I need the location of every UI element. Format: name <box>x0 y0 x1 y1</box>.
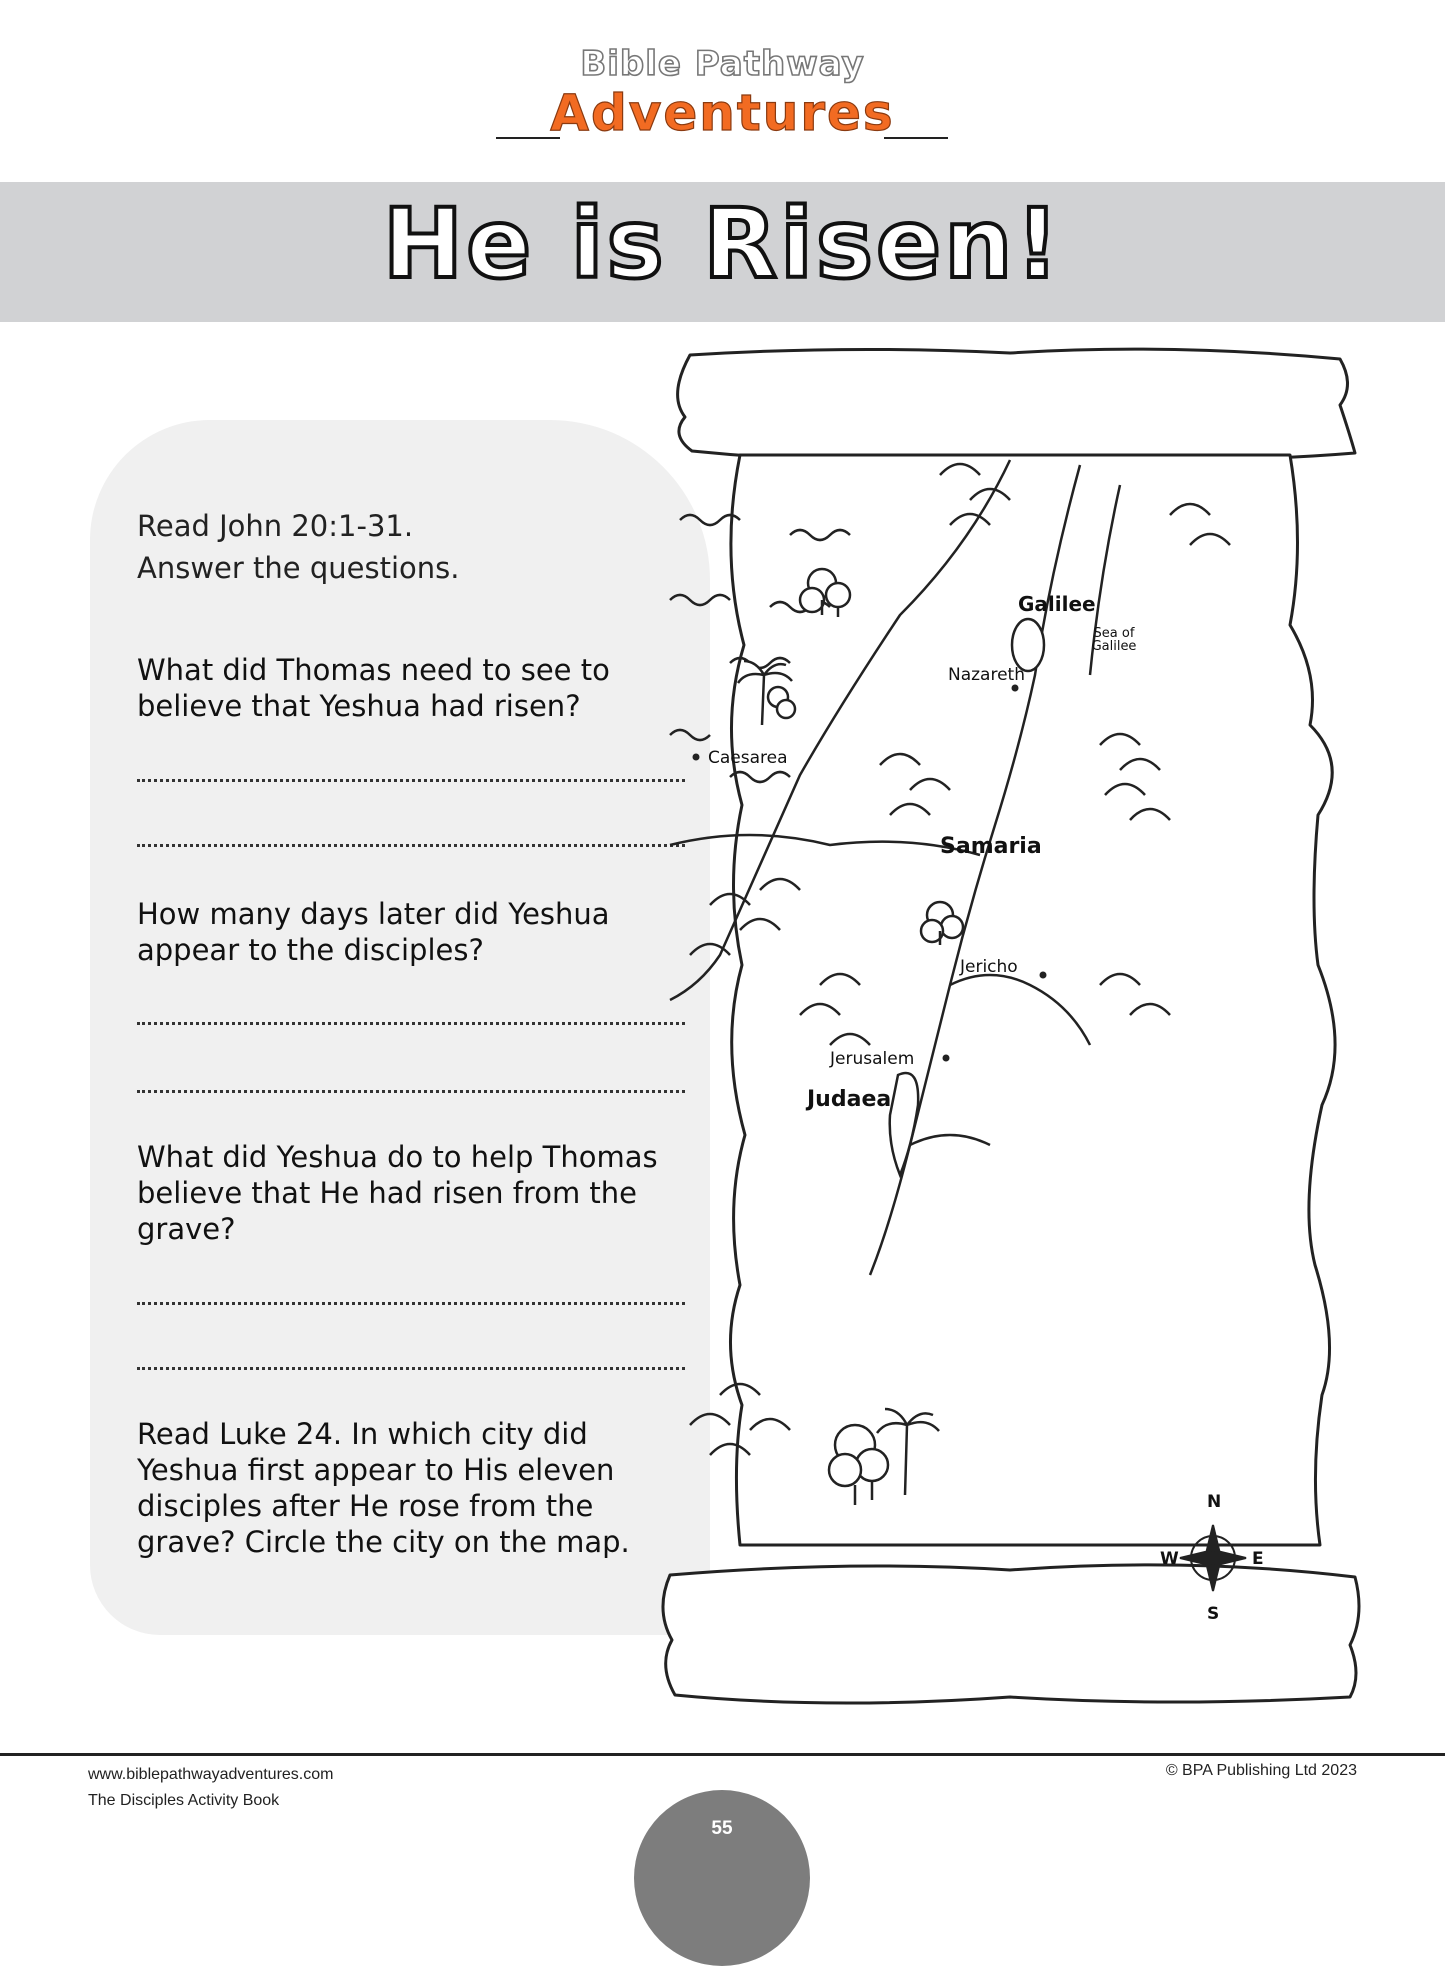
intro-line-1: Read John 20:1-31. <box>137 509 414 543</box>
question-2-line-1: How many days later did Yeshua <box>137 897 610 931</box>
answer-line[interactable] <box>137 1090 685 1093</box>
label-sea-of-galilee-1: Sea of <box>1093 626 1135 641</box>
compass-e: E <box>1252 1549 1264 1569</box>
logo-line-1: Bible Pathway <box>580 44 865 84</box>
city-dot-caesarea <box>693 754 700 761</box>
answer-line[interactable] <box>137 1302 685 1305</box>
label-sea-of-galilee-2: Galilee <box>1091 639 1137 654</box>
question-3-line-1: What did Yeshua do to help Thomas <box>137 1140 658 1174</box>
city-dot-jericho <box>1040 972 1047 979</box>
page-number: 55 <box>711 1818 733 1839</box>
scroll-body <box>730 455 1335 1545</box>
intro-text <box>137 505 697 589</box>
question-3 <box>137 1139 697 1247</box>
question-2 <box>137 896 697 968</box>
label-galilee: Galilee <box>1018 592 1096 616</box>
footer-rule <box>0 1753 1445 1756</box>
question-1-line-2: believe that Yeshua had risen? <box>137 689 581 723</box>
logo-line-2: Adventures <box>550 84 895 142</box>
intro-line-2: Answer the questions. <box>137 551 460 585</box>
sea-of-galilee <box>1012 619 1044 671</box>
answer-line[interactable] <box>137 1367 685 1370</box>
page-title: He is Risen! <box>382 188 1063 300</box>
question-1 <box>137 652 697 724</box>
answer-line[interactable] <box>137 779 685 782</box>
question-4-line-4: grave? Circle the city on the map. <box>137 1525 630 1559</box>
compass-w: W <box>1160 1549 1179 1569</box>
answer-line[interactable] <box>137 1022 685 1025</box>
label-nazareth: Nazareth <box>948 665 1025 685</box>
question-4-line-1: Read Luke 24. In which city did <box>137 1417 588 1451</box>
label-jerusalem: Jerusalem <box>830 1049 915 1069</box>
footer-website[interactable]: www.biblepathwayadventures.com <box>88 1766 334 1783</box>
map-scroll <box>650 345 1370 1710</box>
footer-book-title: The Disciples Activity Book <box>88 1792 280 1809</box>
footer-copyright: © BPA Publishing Ltd 2023 <box>1165 1762 1357 1779</box>
question-3-line-3: grave? <box>137 1212 236 1246</box>
footer-left <box>88 1762 333 1814</box>
question-4-line-2: Yeshua first appear to His eleven <box>137 1453 615 1487</box>
page-number-tab <box>634 1790 810 1966</box>
label-samaria: Samaria <box>940 834 1042 859</box>
city-dot-jerusalem <box>943 1055 950 1062</box>
question-1-line-1: What did Thomas need to see to <box>137 653 610 687</box>
question-4 <box>137 1416 697 1560</box>
question-2-line-2: appear to the disciples? <box>137 933 484 967</box>
logo <box>0 40 1445 150</box>
label-caesarea: Caesarea <box>708 748 788 768</box>
question-4-line-3: disciples after He rose from the <box>137 1489 594 1523</box>
compass-n: N <box>1207 1492 1222 1512</box>
city-dot-nazareth <box>1012 685 1019 692</box>
label-jericho: Jericho <box>960 957 1018 977</box>
scroll-bottom-roll <box>663 1565 1359 1703</box>
compass-s: S <box>1207 1604 1220 1624</box>
label-judaea: Judaea <box>807 1087 892 1112</box>
scroll-top-roll <box>678 349 1355 461</box>
answer-line[interactable] <box>137 844 685 847</box>
question-3-line-2: believe that He had risen from the <box>137 1176 638 1210</box>
